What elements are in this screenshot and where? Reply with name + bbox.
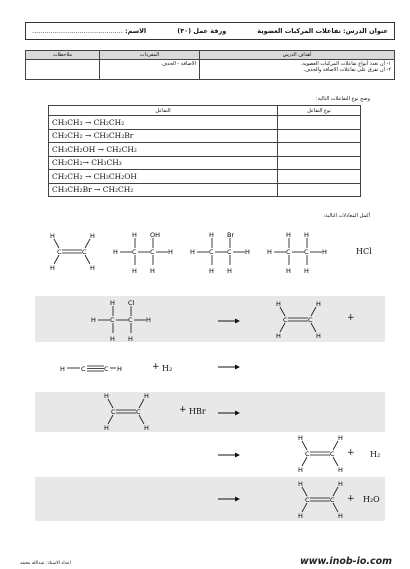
classify-instruction: وضح نوع التفاعلات التالية: — [315, 96, 370, 102]
svg-text:C: C — [308, 316, 313, 324]
answer-cell[interactable] — [278, 129, 361, 143]
plus-sign: + — [347, 313, 355, 323]
svg-text:H: H — [245, 248, 250, 256]
reaction-header: التفاعل — [49, 106, 278, 116]
vocab-header: المفردات — [100, 51, 200, 60]
svg-text:H: H — [150, 267, 155, 275]
table-row: CH₂CH₂ → CH₃CH₂OH — [49, 170, 361, 184]
reaction-arrow — [218, 496, 240, 502]
name-field: الاسم: ............................................ — [32, 27, 147, 35]
svg-text:C: C — [132, 248, 137, 256]
svg-text:C: C — [227, 248, 232, 256]
svg-text:C: C — [286, 248, 291, 256]
svg-text:H: H — [90, 264, 95, 272]
svg-text:C: C — [128, 316, 133, 324]
svg-text:C: C — [136, 408, 141, 416]
reaction-arrow — [218, 452, 240, 458]
svg-text:H: H — [144, 424, 149, 432]
bromoethane-structure — [189, 228, 253, 276]
reaction-arrow — [218, 318, 240, 324]
svg-text:H: H — [209, 267, 214, 275]
reaction-arrow — [218, 410, 240, 416]
reaction-arrow — [218, 364, 240, 370]
svg-text:H: H — [338, 480, 343, 488]
ethyne-structure — [60, 360, 130, 376]
svg-text:H: H — [60, 365, 65, 373]
lesson-title: تفاعلات المركبات العضوية — [257, 27, 341, 35]
svg-text:H: H — [132, 267, 137, 275]
notes-cell — [26, 60, 100, 80]
answer-cell[interactable] — [278, 156, 361, 170]
svg-text:H: H — [132, 231, 137, 239]
svg-text:H: H — [322, 248, 327, 256]
plus-sign: + — [347, 448, 355, 458]
lesson-title-group — [257, 27, 388, 35]
svg-text:C: C — [305, 450, 310, 458]
svg-text:C: C — [110, 316, 115, 324]
svg-text:H: H — [298, 466, 303, 474]
svg-text:H: H — [316, 300, 321, 308]
table-row: CH₂CH₂→ CH₃CH₃ — [49, 156, 361, 170]
reaction-table — [48, 105, 361, 197]
h2o-product: H₂O — [363, 495, 380, 504]
table-row: CH₃CH₃ → CH₂CH₂ — [49, 116, 361, 130]
svg-text:C: C — [304, 248, 309, 256]
svg-text:H: H — [110, 335, 115, 343]
svg-text:H: H — [146, 316, 151, 324]
svg-text:H: H — [304, 231, 309, 239]
svg-text:H: H — [209, 231, 214, 239]
reaction-type-header: نوع التفاعل — [278, 106, 361, 116]
svg-text:H: H — [267, 248, 272, 256]
plus-sign: + — [179, 405, 187, 415]
svg-text:H: H — [338, 466, 343, 474]
ethene-reactant-structure — [98, 390, 158, 432]
svg-text:H: H — [50, 232, 55, 240]
table-row: CH₂CH₂ → CH₃CH₂Br — [49, 129, 361, 143]
svg-text:H: H — [90, 232, 95, 240]
svg-text:H: H — [298, 512, 303, 520]
svg-text:C: C — [104, 365, 109, 373]
svg-text:C: C — [57, 248, 62, 256]
worksheet-header — [25, 22, 395, 40]
notes-header: ملاحظات — [26, 51, 100, 60]
svg-text:H: H — [190, 248, 195, 256]
svg-text:C: C — [111, 408, 116, 416]
svg-text:H: H — [227, 267, 232, 275]
ethene-product-structure — [292, 432, 352, 474]
ethene-structure — [44, 230, 104, 272]
shaded-row-2 — [35, 392, 385, 432]
svg-text:H: H — [316, 332, 321, 340]
svg-text:H: H — [128, 335, 133, 343]
svg-text:C: C — [209, 248, 214, 256]
svg-text:H: H — [144, 392, 149, 400]
h2-reagent: H₂ — [162, 364, 173, 373]
svg-text:H: H — [91, 316, 96, 324]
ethanol-structure — [112, 228, 176, 276]
svg-text:C: C — [81, 365, 86, 373]
svg-text:H: H — [104, 424, 109, 432]
vocab-cell: الاضافة - الحذف — [100, 60, 200, 80]
table-row: CH₃CH₂Br → CH₂CH₂ — [49, 183, 361, 197]
svg-text:H: H — [276, 300, 281, 308]
answer-cell[interactable] — [278, 116, 361, 130]
objectives-header: أهداف الدرس — [200, 51, 395, 60]
svg-text:H: H — [286, 267, 291, 275]
svg-text:C: C — [150, 248, 155, 256]
answer-cell[interactable] — [278, 170, 361, 184]
table-row: CH₃CH₂OH → CH₂CH₂ — [49, 143, 361, 157]
chloroethane-structure — [90, 294, 154, 344]
ethene-product-structure — [270, 298, 330, 340]
ethene-product-structure — [292, 478, 352, 520]
plus-sign: + — [152, 362, 160, 372]
svg-text:H: H — [298, 434, 303, 442]
svg-text:H: H — [50, 264, 55, 272]
lesson-label: عنوان الدرس: — [343, 27, 388, 35]
svg-text:C: C — [305, 496, 310, 504]
svg-text:C: C — [330, 496, 335, 504]
plus-sign: + — [347, 494, 355, 504]
author-credit: اعداد الاستاذ: عبدالله محمد — [20, 561, 71, 566]
site-watermark: www.inob-io.com — [300, 556, 393, 567]
svg-text:H: H — [338, 434, 343, 442]
svg-text:H: H — [104, 392, 109, 400]
objectives-cell: ١- أن تعدد أنواع تفاعلات المركبات العضوية. ٢- أن تفرق على تفاعلات الاضافة والحذف. — [200, 60, 395, 80]
worksheet-number: ورقة عمل (٣٠) — [177, 27, 227, 35]
hbr-reagent: HBr — [189, 407, 206, 416]
svg-text:H: H — [338, 512, 343, 520]
svg-text:H: H — [286, 231, 291, 239]
svg-text:Cl: Cl — [128, 299, 135, 307]
svg-text:H: H — [117, 365, 122, 373]
svg-text:H: H — [276, 332, 281, 340]
shaded-row-1 — [35, 296, 385, 342]
answer-cell[interactable] — [278, 143, 361, 157]
svg-text:C: C — [283, 316, 288, 324]
svg-text:H: H — [304, 267, 309, 275]
answer-cell[interactable] — [278, 183, 361, 197]
svg-text:OH: OH — [150, 231, 161, 239]
h2-product: H₂ — [370, 450, 381, 459]
svg-text:H: H — [298, 480, 303, 488]
hcl-label: HCl — [356, 247, 372, 256]
svg-text:Br: Br — [227, 231, 235, 239]
svg-text:C: C — [330, 450, 335, 458]
objectives-table — [25, 50, 395, 80]
ethane-structure — [266, 228, 330, 276]
complete-instruction: أكمل المعادلات التالية: — [323, 213, 370, 219]
svg-text:C: C — [82, 248, 87, 256]
svg-text:H: H — [110, 299, 115, 307]
svg-text:H: H — [168, 248, 173, 256]
svg-text:H: H — [113, 248, 118, 256]
